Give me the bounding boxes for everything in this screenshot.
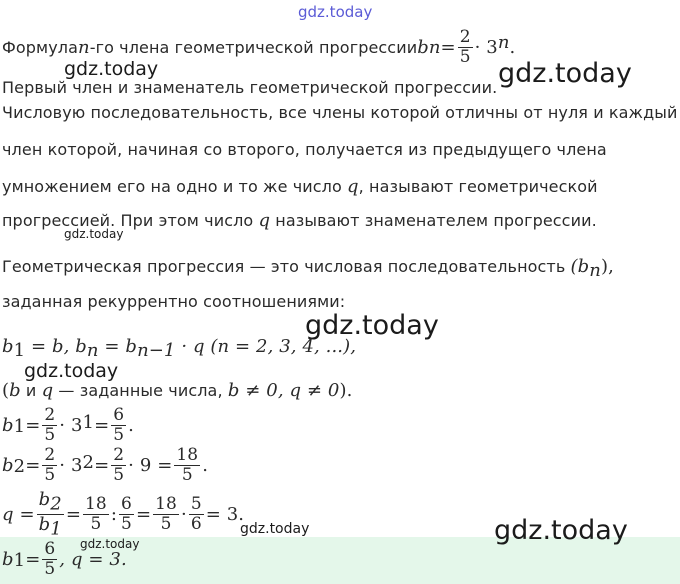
math-power: 2	[82, 452, 95, 473]
denominator: 5	[44, 425, 56, 445]
math: =	[135, 503, 152, 525]
definition-line-4	[2, 210, 597, 231]
fraction	[189, 495, 204, 534]
definition-line-1: Числовую последовательность, все члены которой отличны от нуля и каждый	[2, 103, 678, 122]
definition-line-3	[2, 176, 598, 197]
definition-line-2: член которой, начиная со второго, получается из предыдущего члена	[2, 140, 607, 159]
math: ·	[180, 503, 187, 525]
math-q: q	[347, 176, 359, 197]
denominator: 5	[44, 559, 56, 579]
math: · 9 =	[128, 455, 173, 476]
watermark: gdz.today	[64, 227, 124, 241]
math: =	[25, 455, 41, 476]
paren: (	[2, 380, 10, 401]
math-sub: 1	[13, 416, 26, 437]
math: q =	[2, 503, 35, 525]
math: = b, b	[25, 336, 87, 357]
math: = b	[98, 336, 138, 357]
fraction	[42, 406, 57, 445]
math-sub: n−1	[137, 340, 176, 362]
math-dot: .	[509, 36, 516, 58]
watermark: gdz.today	[240, 521, 310, 537]
watermark: gdz.today	[498, 58, 632, 89]
fraction	[111, 406, 126, 445]
math-q: q	[258, 210, 271, 231]
math-eq: =	[440, 36, 456, 58]
math-b: b	[9, 380, 21, 401]
math-b: b	[417, 36, 429, 58]
math: b	[2, 415, 14, 436]
recurrence-formula	[2, 336, 356, 361]
text: называют знаменателем прогрессии.	[270, 211, 597, 230]
watermark: gdz.today	[80, 537, 140, 551]
text: Формула	[2, 37, 78, 57]
math-sub: 2	[13, 456, 26, 477]
math-condition: b ≠ 0, q ≠ 0	[227, 380, 340, 401]
denominator: 5	[181, 465, 193, 485]
given-conditions	[2, 380, 352, 401]
answer-line	[2, 540, 127, 579]
numerator: 6	[121, 493, 132, 514]
math: :	[110, 503, 118, 525]
math: b	[2, 549, 14, 570]
math: b	[2, 455, 14, 476]
math: =	[94, 415, 110, 436]
math-sub: n	[589, 260, 601, 282]
text: прогрессией. При этом число	[2, 211, 259, 230]
numerator	[37, 490, 64, 515]
math-n: n	[78, 36, 90, 58]
math: , q = 3.	[59, 549, 127, 570]
text: — заданные числа,	[53, 381, 228, 400]
denominator: 5	[121, 513, 132, 534]
numerator: 6	[113, 405, 125, 425]
math: =	[65, 503, 82, 525]
fraction	[83, 495, 109, 534]
math-sub: n	[428, 36, 441, 58]
numerator: 2	[44, 405, 56, 425]
denominator: 5	[90, 513, 102, 534]
fraction	[174, 446, 200, 485]
numerator: 5	[190, 493, 202, 514]
math: = 3.	[205, 503, 245, 525]
denominator: 6	[190, 513, 202, 534]
math-sub: 1	[13, 550, 26, 571]
text: -го члена геометрической прогрессии	[89, 37, 418, 57]
math: · 3	[59, 415, 83, 436]
watermark-top: gdz.today	[298, 3, 373, 21]
math-power: 1	[82, 412, 95, 433]
fraction	[37, 490, 64, 538]
math-sub: 1	[50, 518, 62, 540]
paren: ).	[339, 380, 353, 401]
text: и	[20, 381, 42, 400]
definition-line-6: заданная рекуррентно соотношениями:	[2, 292, 346, 311]
math-seq: (b	[570, 256, 590, 277]
math: · 3	[59, 455, 83, 476]
numerator: 18	[155, 493, 177, 514]
math-sub: n	[86, 340, 99, 362]
math: =	[94, 455, 110, 476]
fraction	[153, 495, 179, 534]
definition-line-5	[2, 256, 614, 281]
math: b	[38, 513, 51, 535]
nth-term-formula-line	[2, 24, 515, 70]
math-close: ),	[601, 256, 614, 277]
math: .	[128, 415, 134, 436]
numerator: 2	[44, 445, 56, 465]
fraction	[111, 446, 126, 485]
text: , называют геометрической	[358, 177, 598, 196]
calc-b2	[2, 446, 208, 485]
watermark: gdz.today	[24, 360, 119, 382]
math-tail: · 3	[474, 36, 498, 58]
fraction	[119, 495, 134, 534]
denominator: 5	[113, 425, 125, 445]
calc-b1	[2, 406, 134, 445]
watermark: gdz.today	[494, 515, 628, 546]
denominator	[37, 515, 64, 539]
numerator: 6	[44, 539, 56, 559]
fraction	[458, 28, 473, 67]
watermark: gdz.today	[305, 310, 439, 341]
denominator: 5	[44, 465, 56, 485]
text: умножением его на одно и то же число	[2, 177, 348, 196]
subtitle-line: Первый член и знаменатель геометрической прогрессии.	[2, 78, 498, 97]
math-q: q	[41, 380, 54, 401]
denominator: 5	[113, 465, 125, 485]
math-sub: 1	[13, 340, 26, 362]
math-sub: 2	[50, 493, 62, 515]
fraction	[42, 446, 57, 485]
math: =	[25, 415, 41, 436]
denominator: 5	[459, 46, 471, 67]
math-power: n	[497, 32, 510, 53]
math: .	[202, 455, 209, 476]
fraction	[42, 540, 57, 579]
math: =	[25, 549, 41, 570]
watermark: gdz.today	[64, 58, 159, 80]
numerator: 18	[176, 445, 199, 465]
numerator: 2	[459, 26, 471, 47]
math: b	[2, 336, 14, 357]
numerator: 2	[113, 445, 125, 465]
numerator: 18	[85, 493, 107, 514]
denominator: 5	[160, 513, 172, 534]
text: Геометрическая прогрессия — это числовая последовательность	[2, 257, 571, 276]
math: b	[38, 489, 51, 510]
math: · q (n = 2, 3, 4, ...),	[175, 336, 357, 357]
calc-q	[2, 490, 244, 538]
